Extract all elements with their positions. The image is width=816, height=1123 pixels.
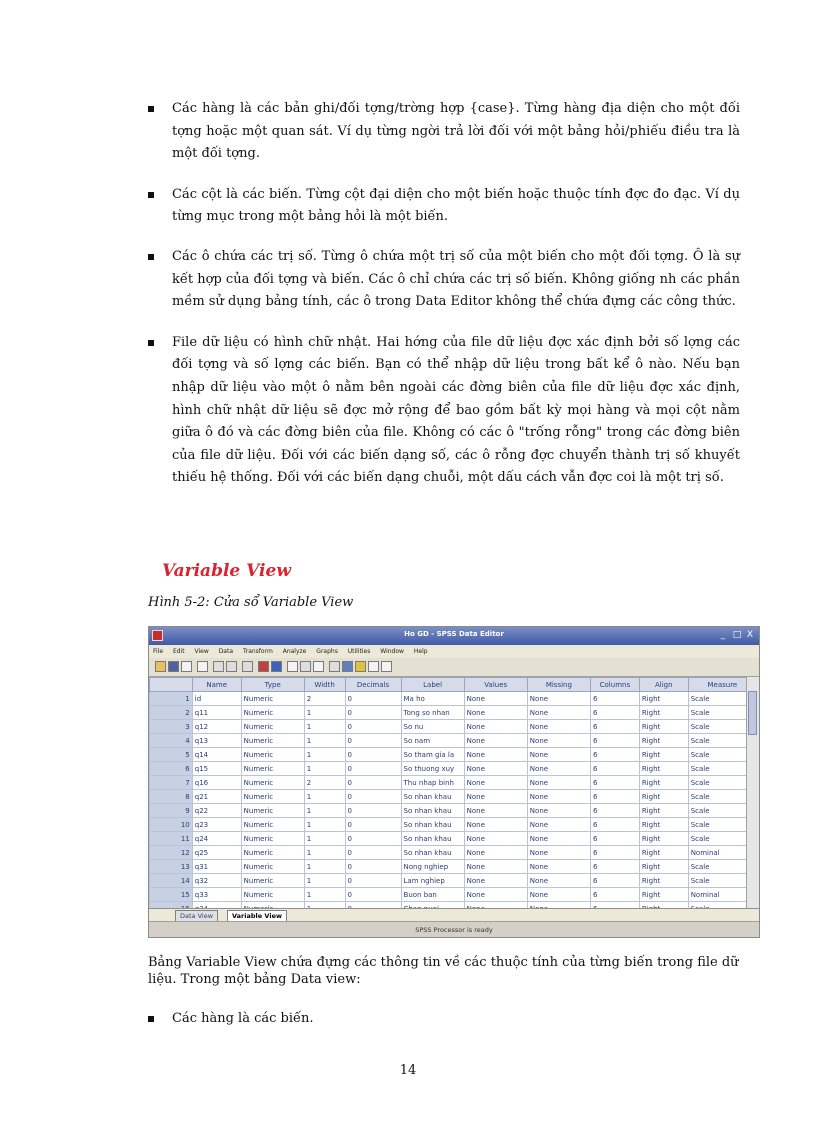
col-header-name[interactable]: Name xyxy=(192,678,241,692)
menu-help[interactable]: Help xyxy=(413,648,428,655)
goto-case-icon[interactable] xyxy=(258,661,269,672)
cell-values[interactable]: None xyxy=(464,818,527,832)
cell-measure[interactable]: Scale xyxy=(688,832,756,846)
cell-decimals[interactable]: 0 xyxy=(345,790,401,804)
cell-decimals[interactable]: 0 xyxy=(345,692,401,706)
cell-measure[interactable]: Scale xyxy=(688,720,756,734)
find-icon[interactable] xyxy=(287,661,298,672)
menu-view[interactable]: View xyxy=(194,648,209,655)
cell-missing[interactable]: None xyxy=(527,804,590,818)
cell-label[interactable]: Nong nghiep xyxy=(401,860,464,874)
menu-file[interactable]: File xyxy=(153,648,164,655)
row-number[interactable]: 1 xyxy=(150,692,193,706)
scroll-thumb[interactable] xyxy=(748,691,757,735)
cell-type[interactable]: Numeric xyxy=(241,748,304,762)
cell-columns[interactable]: 6 xyxy=(590,692,639,706)
cell-decimals[interactable]: 0 xyxy=(345,720,401,734)
cell-align[interactable]: Right xyxy=(639,720,688,734)
cell-missing[interactable]: None xyxy=(527,706,590,720)
table-row[interactable] xyxy=(150,762,757,776)
col-header-width[interactable]: Width xyxy=(304,678,345,692)
cell-name[interactable]: q12 xyxy=(192,720,241,734)
row-number[interactable]: 2 xyxy=(150,706,193,720)
cell-align[interactable]: Right xyxy=(639,776,688,790)
cell-align[interactable]: Right xyxy=(639,804,688,818)
cell-columns[interactable]: 6 xyxy=(590,720,639,734)
cell-values[interactable]: None xyxy=(464,706,527,720)
menu-data[interactable]: Data xyxy=(218,648,234,655)
cell-measure[interactable]: Nominal xyxy=(688,846,756,860)
cell-values[interactable]: None xyxy=(464,762,527,776)
cell-align[interactable]: Right xyxy=(639,706,688,720)
window-title: Ho GD - SPSS Data Editor xyxy=(404,630,504,638)
maximize-icon[interactable]: □ xyxy=(732,630,742,640)
cell-columns[interactable]: 6 xyxy=(590,804,639,818)
variable-view-grid xyxy=(149,677,757,930)
bullet-square-icon xyxy=(148,254,154,260)
bullet-item: Các ô chứa các trị số. Từng ô chứa một trị số của một biến cho một đối tợng. Ô là sự kết hợp của đối tợng và biến. Các ô chỉ chứa các trị số biến. Không giống nh các phần mềm sử dụng bảng tính, các ô trong Data Editor không thể chứa đựng các công thức. xyxy=(148,246,740,314)
weight-cases-icon[interactable] xyxy=(342,661,353,672)
cell-values[interactable]: None xyxy=(464,874,527,888)
table-row[interactable] xyxy=(150,846,757,860)
cell-missing[interactable]: None xyxy=(527,734,590,748)
cell-align[interactable]: Right xyxy=(639,846,688,860)
table-row[interactable] xyxy=(150,818,757,832)
cell-decimals[interactable]: 0 xyxy=(345,804,401,818)
cell-name[interactable]: q13 xyxy=(192,734,241,748)
cell-values[interactable]: None xyxy=(464,888,527,902)
cell-columns[interactable]: 6 xyxy=(590,706,639,720)
grid-body xyxy=(150,692,757,930)
cell-align[interactable]: Right xyxy=(639,692,688,706)
cell-values[interactable]: None xyxy=(464,832,527,846)
cell-decimals[interactable]: 0 xyxy=(345,818,401,832)
cell-width[interactable]: 2 xyxy=(304,776,345,790)
insert-cases-icon[interactable] xyxy=(300,661,311,672)
cell-decimals[interactable]: 0 xyxy=(345,706,401,720)
use-sets-icon[interactable] xyxy=(381,661,392,672)
cell-name[interactable]: q32 xyxy=(192,874,241,888)
cell-columns[interactable]: 6 xyxy=(590,790,639,804)
cell-decimals[interactable]: 0 xyxy=(345,846,401,860)
row-number[interactable]: 12 xyxy=(150,846,193,860)
cell-type[interactable]: Numeric xyxy=(241,860,304,874)
select-cases-icon[interactable] xyxy=(355,661,366,672)
cell-decimals[interactable]: 0 xyxy=(345,860,401,874)
body-paragraph: Bảng Variable View chứa đựng các thông tin về các thuộc tính của từng biến trong file dữ liệu. Trong một bảng Data view: xyxy=(148,955,739,987)
menu-edit[interactable]: Edit xyxy=(172,648,185,655)
cell-decimals[interactable]: 0 xyxy=(345,888,401,902)
bullet-list xyxy=(148,98,740,490)
cell-values[interactable]: None xyxy=(464,804,527,818)
cell-missing[interactable]: None xyxy=(527,776,590,790)
cell-type[interactable]: Numeric xyxy=(241,734,304,748)
cell-label[interactable]: So nu xyxy=(401,720,464,734)
cell-label[interactable]: So nam xyxy=(401,734,464,748)
cell-decimals[interactable]: 0 xyxy=(345,874,401,888)
table-row[interactable] xyxy=(150,776,757,790)
cell-missing[interactable]: None xyxy=(527,846,590,860)
cell-width[interactable]: 1 xyxy=(304,846,345,860)
cell-width[interactable]: 1 xyxy=(304,818,345,832)
row-number[interactable]: 15 xyxy=(150,888,193,902)
table-row[interactable] xyxy=(150,734,757,748)
row-number[interactable]: 8 xyxy=(150,790,193,804)
cell-name[interactable]: q16 xyxy=(192,776,241,790)
cell-decimals[interactable]: 0 xyxy=(345,748,401,762)
status-bar: SPSS Processor is ready xyxy=(149,921,759,938)
cell-decimals[interactable]: 0 xyxy=(345,776,401,790)
col-header-measure[interactable]: Measure xyxy=(688,678,756,692)
row-number[interactable]: 11 xyxy=(150,832,193,846)
split-file-icon[interactable] xyxy=(329,661,340,672)
col-header-align[interactable]: Align xyxy=(639,678,688,692)
table-row[interactable] xyxy=(150,832,757,846)
cell-type[interactable]: Numeric xyxy=(241,776,304,790)
cell-columns[interactable]: 6 xyxy=(590,860,639,874)
figure-caption: Hình 5-2: Cửa sổ Variable View xyxy=(148,595,354,610)
cell-missing[interactable]: None xyxy=(527,888,590,902)
cell-measure[interactable]: Scale xyxy=(688,692,756,706)
menu-transform[interactable]: Transform xyxy=(242,648,273,655)
cell-name[interactable]: q15 xyxy=(192,762,241,776)
variables-icon[interactable] xyxy=(271,661,282,672)
minimize-icon[interactable]: _ xyxy=(720,630,726,640)
cell-width[interactable]: 2 xyxy=(304,692,345,706)
cell-columns[interactable]: 6 xyxy=(590,846,639,860)
cell-type[interactable]: Numeric xyxy=(241,874,304,888)
print-icon[interactable] xyxy=(181,661,192,672)
cell-name[interactable]: q11 xyxy=(192,706,241,720)
dialog-recall-icon[interactable] xyxy=(197,661,208,672)
menu-window[interactable]: Window xyxy=(380,648,404,655)
undo-icon[interactable] xyxy=(213,661,224,672)
cell-missing[interactable]: None xyxy=(527,692,590,706)
cell-missing[interactable]: None xyxy=(527,874,590,888)
cell-measure[interactable]: Scale xyxy=(688,804,756,818)
cell-measure[interactable]: Scale xyxy=(688,748,756,762)
bullet-square-icon xyxy=(148,192,154,198)
cell-columns[interactable]: 6 xyxy=(590,748,639,762)
redo-icon[interactable] xyxy=(226,661,237,672)
row-number[interactable]: 3 xyxy=(150,720,193,734)
vertical-scrollbar[interactable] xyxy=(746,677,759,909)
cell-columns[interactable]: 6 xyxy=(590,762,639,776)
cell-name[interactable]: id xyxy=(192,692,241,706)
cell-decimals[interactable]: 0 xyxy=(345,832,401,846)
spss-window-screenshot xyxy=(148,626,760,938)
cell-label[interactable]: So nhan khau xyxy=(401,804,464,818)
tab-data-view[interactable]: Data View xyxy=(175,910,218,923)
cell-width[interactable]: 1 xyxy=(304,888,345,902)
bullet-item: Các cột là các biến. Từng cột đại diện cho một biến hoặc thuộc tính đợc đo đạc. Ví dụ từng mục trong một bảng hỏi là một biến. xyxy=(148,184,740,229)
table-row[interactable] xyxy=(150,860,757,874)
cell-type[interactable]: Numeric xyxy=(241,888,304,902)
cell-label[interactable]: So nhan khau xyxy=(401,846,464,860)
cell-width[interactable]: 1 xyxy=(304,720,345,734)
cell-label[interactable]: Lam nghiep xyxy=(401,874,464,888)
cell-name[interactable]: q33 xyxy=(192,888,241,902)
cell-columns[interactable]: 6 xyxy=(590,776,639,790)
cell-width[interactable]: 1 xyxy=(304,762,345,776)
cell-measure[interactable]: Scale xyxy=(688,818,756,832)
cell-align[interactable]: Right xyxy=(639,874,688,888)
table-row[interactable] xyxy=(150,874,757,888)
cell-width[interactable]: 1 xyxy=(304,832,345,846)
cell-columns[interactable]: 6 xyxy=(590,832,639,846)
cell-align[interactable]: Right xyxy=(639,860,688,874)
row-number[interactable]: 13 xyxy=(150,860,193,874)
col-header-decimals[interactable]: Decimals xyxy=(345,678,401,692)
cell-label[interactable]: Buon ban xyxy=(401,888,464,902)
cell-name[interactable]: q22 xyxy=(192,804,241,818)
cell-values[interactable]: None xyxy=(464,846,527,860)
cell-width[interactable]: 1 xyxy=(304,734,345,748)
view-tabs xyxy=(149,908,759,922)
cell-label[interactable]: Thu nhap binh xyxy=(401,776,464,790)
bullet-square-icon xyxy=(148,340,154,346)
table-row[interactable] xyxy=(150,790,757,804)
cell-values[interactable]: None xyxy=(464,860,527,874)
cell-width[interactable]: 1 xyxy=(304,804,345,818)
cell-label[interactable]: So nhan khau xyxy=(401,818,464,832)
cell-type[interactable]: Numeric xyxy=(241,818,304,832)
close-icon[interactable]: X xyxy=(746,630,754,640)
cell-width[interactable]: 1 xyxy=(304,748,345,762)
row-number[interactable]: 10 xyxy=(150,818,193,832)
bullet-item: Các hàng là các biến. xyxy=(148,1008,764,1031)
cell-missing[interactable]: None xyxy=(527,790,590,804)
cell-width[interactable]: 1 xyxy=(304,874,345,888)
table-row[interactable] xyxy=(150,706,757,720)
cell-type[interactable]: Numeric xyxy=(241,846,304,860)
cell-type[interactable]: Numeric xyxy=(241,804,304,818)
bullet-item: Các hàng là các bản ghi/đối tợng/trờng hợp {case}. Từng hàng địa diện cho một đối tợng hoặc một quan sát. Ví dụ từng ngời trả lời đối với một bảng hỏi/phiếu điều tra là một đối tợng. xyxy=(148,98,740,166)
col-header-values[interactable]: Values xyxy=(464,678,527,692)
row-number[interactable]: 6 xyxy=(150,762,193,776)
cell-name[interactable]: q21 xyxy=(192,790,241,804)
cell-missing[interactable]: None xyxy=(527,748,590,762)
row-number[interactable]: 14 xyxy=(150,874,193,888)
cell-values[interactable]: None xyxy=(464,734,527,748)
table-row[interactable] xyxy=(150,748,757,762)
page-number: 14 xyxy=(399,1063,417,1078)
cell-columns[interactable]: 6 xyxy=(590,818,639,832)
cell-decimals[interactable]: 0 xyxy=(345,762,401,776)
cell-decimals[interactable]: 0 xyxy=(345,734,401,748)
cell-measure[interactable]: Nominal xyxy=(688,888,756,902)
cell-label[interactable]: So nhan khau xyxy=(401,790,464,804)
cell-measure[interactable]: Scale xyxy=(688,734,756,748)
cell-type[interactable]: Numeric xyxy=(241,720,304,734)
cell-align[interactable]: Right xyxy=(639,818,688,832)
cell-columns[interactable]: 6 xyxy=(590,734,639,748)
bullet-square-icon xyxy=(148,106,154,112)
cell-label[interactable]: So thuong xuy xyxy=(401,762,464,776)
cell-missing[interactable]: None xyxy=(527,818,590,832)
table-row[interactable] xyxy=(150,720,757,734)
cell-align[interactable]: Right xyxy=(639,888,688,902)
cell-label[interactable]: So nhan khau xyxy=(401,832,464,846)
cell-label[interactable]: So tham gia la xyxy=(401,748,464,762)
cell-label[interactable]: Ma ho xyxy=(401,692,464,706)
bullet-square-icon xyxy=(148,1016,154,1022)
row-number[interactable]: 4 xyxy=(150,734,193,748)
goto-chart-icon[interactable] xyxy=(242,661,253,672)
save-icon[interactable] xyxy=(168,661,179,672)
row-number[interactable]: 9 xyxy=(150,804,193,818)
cell-values[interactable]: None xyxy=(464,790,527,804)
cell-values[interactable]: None xyxy=(464,748,527,762)
cell-width[interactable]: 1 xyxy=(304,706,345,720)
cell-type[interactable]: Numeric xyxy=(241,832,304,846)
cell-measure[interactable]: Scale xyxy=(688,790,756,804)
col-header-type[interactable]: Type xyxy=(241,678,304,692)
row-number[interactable]: 5 xyxy=(150,748,193,762)
cell-align[interactable]: Right xyxy=(639,790,688,804)
row-number[interactable]: 7 xyxy=(150,776,193,790)
cell-measure[interactable]: Scale xyxy=(688,776,756,790)
cell-align[interactable]: Right xyxy=(639,748,688,762)
cell-name[interactable]: q24 xyxy=(192,832,241,846)
cell-type[interactable]: Numeric xyxy=(241,692,304,706)
bullet-item: File dữ liệu có hình chữ nhật. Hai hớng của file dữ liệu đợc xác định bởi số lợng các đối tợng và số lợng các biến. Bạn có thể nhập dữ liệu trong bất kể ô nào. Nếu bạn nhập dữ liệu vào một ô nằm bên ngoài các đờng biên của file dữ liệu đợc xác định, hình chữ nhật dữ liệu sẽ đợc mở rộng để bao gồm bất kỳ mọi hàng và mọi cột nằm giữa ô đó và các đờng biên của file. Không có các ô "trống rỗng" trong các đờng biên của file dữ liệu. Đối với các biến dạng số, các ô rỗng đợc chuyển thành trị số khuyết thiếu hệ thống. Đối với các biến dạng chuỗi, một dấu cách vẫn đợc coi là một trị số. xyxy=(148,332,740,490)
grid-header-row xyxy=(150,678,757,692)
insert-variable-icon[interactable] xyxy=(313,661,324,672)
corner-cell xyxy=(150,678,193,692)
cell-width[interactable]: 1 xyxy=(304,860,345,874)
col-header-missing[interactable]: Missing xyxy=(527,678,590,692)
cell-align[interactable]: Right xyxy=(639,832,688,846)
col-header-columns[interactable]: Columns xyxy=(590,678,639,692)
cell-align[interactable]: Right xyxy=(639,734,688,748)
cell-missing[interactable]: None xyxy=(527,860,590,874)
window-titlebar xyxy=(149,627,759,645)
cell-missing[interactable]: None xyxy=(527,762,590,776)
cell-type[interactable]: Numeric xyxy=(241,706,304,720)
toolbar xyxy=(149,658,759,677)
menu-bar xyxy=(149,645,759,658)
menu-utilities[interactable]: Utilities xyxy=(347,648,371,655)
cell-name[interactable]: q25 xyxy=(192,846,241,860)
cell-width[interactable]: 1 xyxy=(304,790,345,804)
cell-measure[interactable]: Scale xyxy=(688,762,756,776)
cell-values[interactable]: None xyxy=(464,720,527,734)
value-labels-icon[interactable] xyxy=(368,661,379,672)
cell-measure[interactable]: Scale xyxy=(688,860,756,874)
cell-measure[interactable]: Scale xyxy=(688,706,756,720)
cell-values[interactable]: None xyxy=(464,692,527,706)
cell-missing[interactable]: None xyxy=(527,720,590,734)
cell-type[interactable]: Numeric xyxy=(241,790,304,804)
cell-label[interactable]: Tong so nhan xyxy=(401,706,464,720)
open-folder-icon[interactable] xyxy=(155,661,166,672)
cell-type[interactable]: Numeric xyxy=(241,762,304,776)
cell-columns[interactable]: 6 xyxy=(590,874,639,888)
menu-graphs[interactable]: Graphs xyxy=(316,648,338,655)
cell-missing[interactable]: None xyxy=(527,832,590,846)
table-row[interactable] xyxy=(150,692,757,706)
cell-values[interactable]: None xyxy=(464,776,527,790)
tab-variable-view[interactable]: Variable View xyxy=(227,910,287,923)
cell-align[interactable]: Right xyxy=(639,762,688,776)
cell-name[interactable]: q14 xyxy=(192,748,241,762)
table-row[interactable] xyxy=(150,888,757,902)
menu-analyze[interactable]: Analyze xyxy=(282,648,307,655)
section-title: Variable View xyxy=(162,561,291,581)
col-header-label[interactable]: Label xyxy=(401,678,464,692)
cell-name[interactable]: q23 xyxy=(192,818,241,832)
cell-name[interactable]: q31 xyxy=(192,860,241,874)
cell-measure[interactable]: Scale xyxy=(688,874,756,888)
cell-columns[interactable]: 6 xyxy=(590,888,639,902)
table-row[interactable] xyxy=(150,804,757,818)
